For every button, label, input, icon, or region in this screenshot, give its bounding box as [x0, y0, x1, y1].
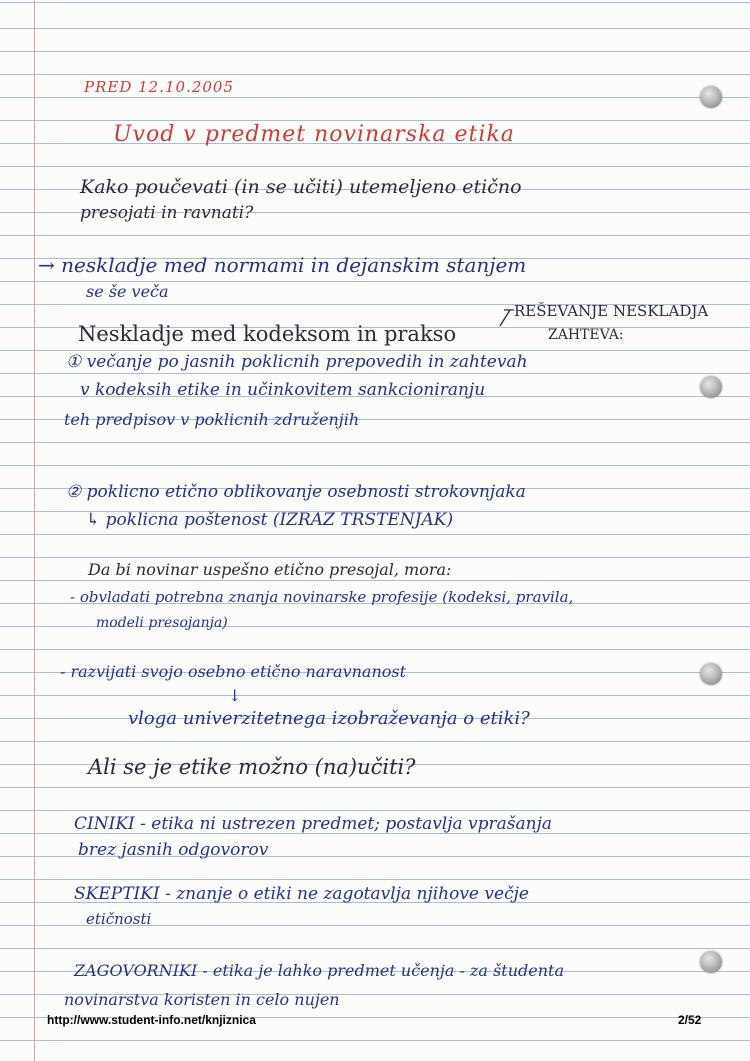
note-line: presojati in ravnati? — [80, 203, 254, 223]
page-number: 2/52 — [678, 1013, 702, 1027]
note-line: ① večanje po jasnih poklicnih prepovedih in zahtevah — [66, 352, 528, 372]
binder-hole — [700, 663, 722, 685]
note-line: vloga univerzitetnega izobraževanja o etiki? — [128, 708, 530, 729]
binder-hole — [700, 86, 722, 108]
binder-hole — [700, 951, 722, 973]
note-line: Ali se je etike možno (na)učiti? — [88, 755, 416, 779]
note-line: CINIKI - etika ni ustrezen predmet; postavlja vprašanja — [74, 814, 553, 834]
note-line: v kodeksih etike in učinkovitem sankcioniranju — [80, 380, 486, 400]
page-title: Uvod v predmet novinarska etika — [113, 122, 515, 147]
note-line: se še veča — [86, 282, 169, 301]
binder-hole — [700, 376, 722, 398]
margin-line — [34, 0, 35, 1061]
note-line: modeli presojanja) — [96, 615, 228, 631]
note-line: brez jasnih odgovorov — [78, 840, 269, 860]
note-line: Kako poučevati (in se učiti) utemeljeno etično — [80, 176, 522, 198]
note-line: ZAGOVORNIKI - etika je lahko predmet učenja - za študenta — [74, 961, 564, 980]
side-heading: REŠEVANJE NESKLADJA — [514, 302, 709, 320]
note-line: → neskladje med normami in dejanskim stanjem — [38, 253, 527, 277]
down-arrow-icon: ↓ — [228, 686, 242, 705]
note-line: SKEPTIKI - znanje o etiki ne zagotavlja njihove večje — [74, 884, 529, 904]
header-date: PRED 12.10.2005 — [84, 78, 235, 96]
note-line: - razvijati svojo osebno etično naravnanost — [60, 662, 407, 681]
note-line: novinarstva koristen in celo nujen — [64, 990, 340, 1009]
note-line: ② poklicno etično oblikovanje osebnosti strokovnjaka — [66, 482, 526, 502]
arrow-mark — [498, 306, 518, 330]
note-line: - obvladati potrebna znanja novinarske profesije (kodeksi, pravila, — [70, 588, 574, 606]
footer-url: http://www.student-info.net/knjiznica — [47, 1013, 256, 1027]
note-line: Neskladje med kodeksom in prakso — [78, 322, 457, 346]
note-line: etičnosti — [86, 910, 152, 928]
note-line: Da bi novinar uspešno etično presojal, mora: — [88, 560, 452, 579]
side-heading: ZAHTEVA: — [548, 327, 624, 343]
note-line: ↳ poklicna poštenost (IZRAZ TRSTENJAK) — [86, 510, 454, 530]
note-line: teh predpisov v poklicnih združenjih — [64, 410, 360, 429]
